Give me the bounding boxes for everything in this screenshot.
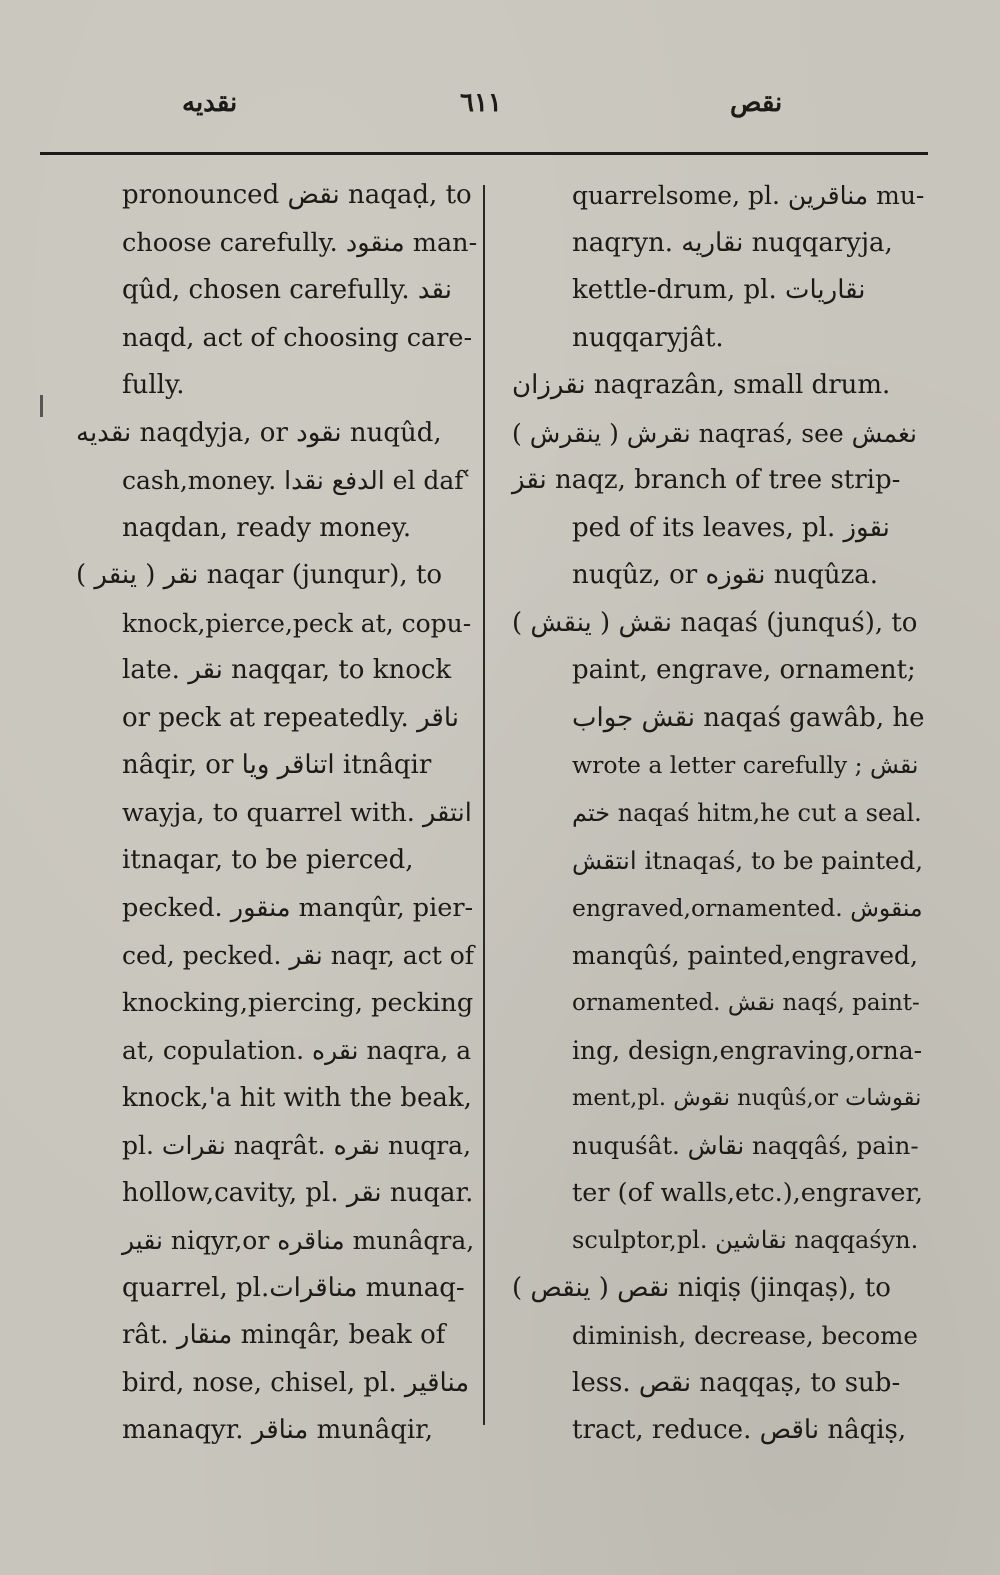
header-right-word: نقص: [730, 88, 783, 118]
left-line: rât. منقار minqâr, beak of: [122, 1320, 446, 1350]
right-line: naqryn. نقاریه nuqqaryja,: [572, 227, 893, 258]
right-line: sculptor,pl. نقاشین naqqaśyn.: [572, 1226, 919, 1254]
left-line: pecked. منقور manqûr, pier-: [122, 892, 474, 923]
left-line: late. نقر naqqar, to knock: [122, 655, 452, 685]
right-line: wrote a letter carefully ; نقش: [572, 751, 919, 779]
right-line: نقش ( ینقش ) naqaś (junquś), to: [512, 607, 918, 638]
left-line: نقر ( ینقر ) naqar (junqur), to: [76, 560, 443, 590]
margin-mark: [40, 395, 43, 417]
left-line: pl. نقرات naqrât. نقره nuqra,: [122, 1131, 472, 1160]
right-line: ment,pl. نقوش nuqûś,or نقوشات: [572, 1084, 922, 1111]
right-line: انتقش itnaqaś, to be painted,: [572, 846, 924, 875]
right-line: kettle-drum, pl. نقاریات: [572, 275, 866, 305]
left-line: naqd, act of choosing care-: [122, 322, 473, 353]
right-column: [512, 172, 925, 1455]
left-line: choose carefully. منقود man-: [122, 227, 478, 258]
page-header: [40, 88, 920, 138]
left-line: at, copulation. نقره naqra, a: [122, 1036, 472, 1065]
right-line: ing, design,engraving,orna-: [572, 1036, 923, 1065]
left-line: knock,'a hit with the beak,: [122, 1082, 472, 1113]
left-line: manaqyr. مناقر munâqir,: [122, 1415, 434, 1445]
left-line: qûd, chosen carefully. نقد: [122, 275, 452, 305]
left-line: cash,money. الدفع نقدا el dafʿ: [122, 466, 472, 495]
right-line: nuqqaryjât.: [572, 322, 724, 353]
right-line: نقش جواب naqaś gawâb, he: [572, 702, 925, 733]
right-line: nuqûz, or نقوزه nuqûza.: [572, 560, 879, 590]
right-line: ped of its leaves, pl. نقوز: [572, 512, 890, 543]
left-line: or peck at repeatedly. ناقر: [122, 702, 460, 733]
right-line: quarrelsome, pl. مناقرین mu-: [572, 181, 925, 210]
left-line: nâqir, or اتناقر ویا itnâqir: [122, 750, 432, 780]
left-line: pronounced نقض naqaḍ, to: [122, 180, 472, 210]
right-line: paint, engrave, ornament;: [572, 655, 916, 685]
right-line: engraved,ornamented. منقوش: [572, 893, 923, 922]
left-line: knock,pierce,peck at, copu-: [122, 608, 472, 638]
left-line: quarrel, pl.مناقرات munaq-: [122, 1272, 465, 1303]
left-line: naqdan, ready money.: [122, 512, 412, 543]
left-line: fully.: [122, 370, 185, 400]
left-line: itnaqar, to be pierced,: [122, 845, 414, 875]
right-line: less. نقص naqqaṣ, to sub-: [572, 1367, 901, 1398]
right-line: ختم naqaś hitm,he cut a seal.: [572, 798, 922, 827]
right-line: ornamented. نقش naqś, paint-: [572, 989, 920, 1016]
right-line: نقص ( ینقص ) niqiṣ (jinqaṣ), to: [512, 1272, 891, 1303]
page-number: ٦١١: [460, 88, 502, 118]
right-line: نقرش ( ینقرش ) naqraś, see نغمش: [512, 418, 917, 448]
column-divider: [483, 185, 485, 1425]
right-line: diminish, decrease, become: [572, 1321, 918, 1350]
right-line: manqûś, painted,engraved,: [572, 941, 918, 970]
right-line: نقرزان naqrazân, small drum.: [512, 370, 891, 400]
right-line: tract, reduce. ناقص nâqiṣ,: [572, 1415, 907, 1445]
right-line: نقز naqz, branch of tree strip-: [512, 465, 901, 495]
left-line: نقیر niqyr,or مناقره munâqra,: [122, 1226, 475, 1255]
left-column: [76, 172, 478, 1455]
right-line: nuquśât. نقاش naqqâś, pain-: [572, 1131, 919, 1160]
left-line: bird, nose, chisel, pl. مناقیر: [122, 1367, 470, 1398]
header-left-word: نقدیه: [182, 88, 238, 118]
left-line: ced, pecked. نقر naqr, act of: [122, 941, 475, 970]
left-line: hollow,cavity, pl. نقر nuqar.: [122, 1177, 474, 1208]
header-rule: [40, 152, 928, 155]
left-line: knocking,piercing, pecking: [122, 987, 474, 1018]
right-line: ter (of walls,etc.),engraver,: [572, 1177, 924, 1208]
left-line: نقدیه naqdyja, or نقود nuqûd,: [76, 417, 442, 448]
left-line: wayja, to quarrel with. انتقر: [122, 797, 472, 828]
